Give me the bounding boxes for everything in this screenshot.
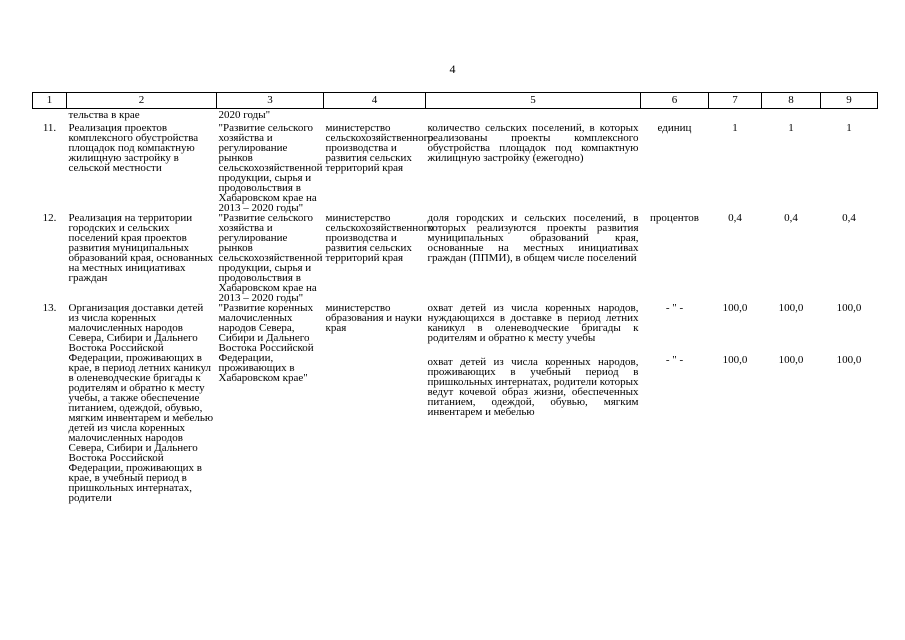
- executor: министерство образования и науки края: [325, 302, 422, 334]
- indicator-unit: - " -: [665, 302, 684, 314]
- value-col-9-cell: [821, 303, 878, 503]
- indicator-text: охват детей из числа коренных народов, нуждающихся в доставке в период летних каникул в оленеводческие бригады к родителям и обратно к месту учебы: [427, 302, 639, 344]
- value-col-9: 0,4: [842, 212, 856, 224]
- header-row: [33, 93, 878, 109]
- program-name: "Развитие сельского хозяйства и регулирование рынков сельскохозяйственной продукции, сырья и продовольствия в Хабаровском крае на 2013 – 2020 годы": [218, 122, 323, 214]
- value-col-9: 100,0: [836, 354, 862, 366]
- header-col-4: 4: [324, 93, 426, 109]
- continuation-name: тельства в крае: [68, 109, 140, 121]
- indicator-unit: процентов: [650, 212, 699, 224]
- page-number: 4: [449, 62, 456, 76]
- header-col-6: 6: [641, 93, 709, 109]
- event-name: Реализация проектов комплексного обустройства площадок под компактную жилищную застройку в сельской местности: [68, 122, 199, 174]
- header-col-3: 3: [217, 93, 324, 109]
- row-number: 13.: [42, 302, 57, 314]
- executor: министерство сельскохозяйственного производства и развития сельских территорий края: [325, 212, 434, 264]
- header-col-8: 8: [762, 93, 821, 109]
- program-name: "Развитие сельского хозяйства и регулирование рынков сельскохозяйственной продукции, сырья и продовольствия в Хабаровском крае на 2013 – 2020 годы": [218, 212, 323, 304]
- value-col-9: 1: [846, 122, 852, 134]
- value-col-7-cell: [709, 303, 762, 503]
- continuation-program: 2020 годы": [218, 109, 271, 121]
- event-name: Организация доставки детей из числа коренных малочисленных народов Севера, Сибири и Дальнего Востока Российской Федерации, проживающих в крае, в период летних каникул в оленеводческие бригады к родителям и обратно к месту учебы, а также обеспечение питанием, одеждой, обувью, мягким инвентарем и мебелью детей из числа коренных малочисленных народов Севера, Сибири и Дальнего Востока Российской Федерации, проживающих в крае, в учебный период в пришкольных интернатах, родители: [68, 302, 214, 504]
- table-row-13: [33, 303, 878, 503]
- value-col-7: 1: [732, 122, 738, 134]
- value-col-8: 100,0: [778, 354, 804, 366]
- continuation-row: [33, 109, 878, 124]
- value-col-8-cell: [762, 303, 821, 503]
- value-col-7: 100,0: [722, 302, 748, 314]
- program-name: "Развитие коренных малочисленных народов Севера, Сибири и Дальнего Востока Российской Федерации, проживающих в Хабаровском крае": [218, 302, 314, 384]
- value-col-8: 100,0: [778, 302, 804, 314]
- header-col-1: 1: [33, 93, 67, 109]
- indicator-unit: единиц: [657, 122, 692, 134]
- indicators-table: [32, 92, 878, 503]
- indicator-cell: [426, 303, 641, 503]
- indicator-text: доля городских и сельских поселений, в которых реализуются проекты развития муниципальных образований края, основанные на местных инициативах граждан (ППМИ), в общем числе поселений: [427, 212, 639, 264]
- value-col-7: 0,4: [728, 212, 742, 224]
- value-col-8: 1: [788, 122, 794, 134]
- value-col-9: 100,0: [836, 302, 862, 314]
- header-col-7: 7: [709, 93, 762, 109]
- indicator-text: охват детей из числа коренных народов, проживающих в учебный период в пришкольных интернатах, родители которых ведут кочевой образ жизни, обеспеченных питанием, одеждой, обувью, мягким инвентарем и мебелью: [427, 356, 639, 418]
- indicator-unit: - " -: [665, 354, 684, 366]
- indicator-text: количество сельских поселений, в которых реализованы проекты комплексного обустройства площадок под компактную жилищную застройку (ежегодно): [427, 122, 639, 164]
- table-row-12: [33, 213, 878, 303]
- value-col-7: 100,0: [722, 354, 748, 366]
- value-col-8: 0,4: [784, 212, 798, 224]
- table-row-11: [33, 123, 878, 213]
- row-number: 12.: [42, 212, 57, 224]
- row-number: 11.: [42, 122, 57, 134]
- header-col-2: 2: [67, 93, 217, 109]
- indicator-unit-cell: [641, 303, 709, 503]
- executor: министерство сельскохозяйственного производства и развития сельских территорий края: [325, 122, 434, 174]
- event-name: Реализация на территории городских и сельских поселений края проектов развития муниципальных образований края, основанных на местных инициативах граждан: [68, 212, 214, 284]
- header-col-5: 5: [426, 93, 641, 109]
- header-col-9: 9: [821, 93, 878, 109]
